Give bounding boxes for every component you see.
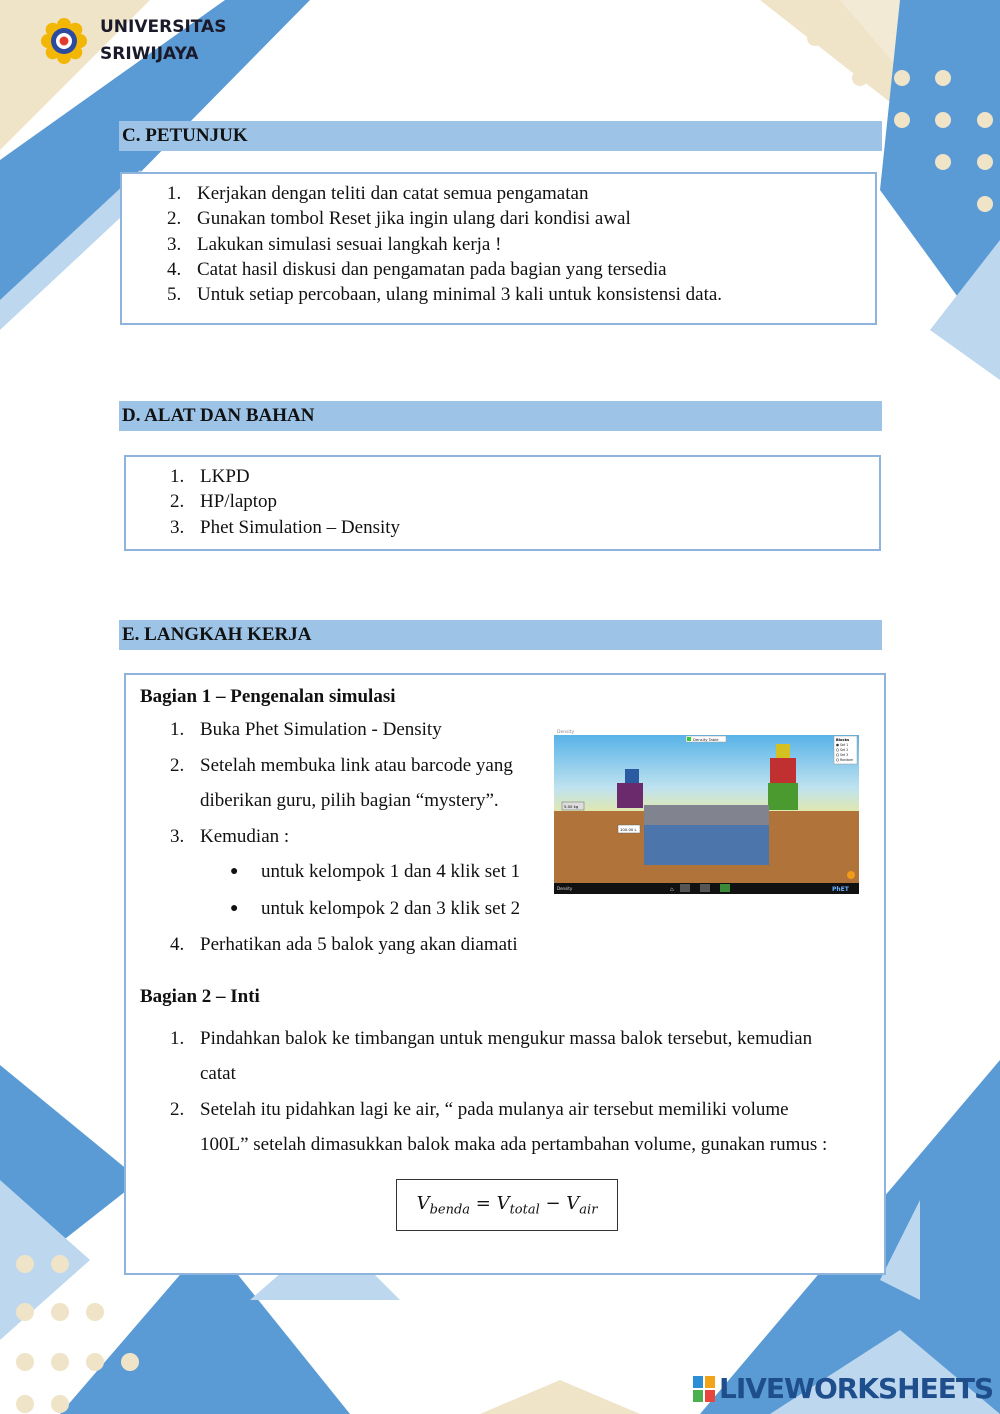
- part2-title: Bagian 2 – Inti: [140, 985, 260, 1007]
- section-d-heading: D. ALAT DAN BAHAN: [119, 401, 882, 431]
- radio-set-1[interactable]: [836, 744, 839, 747]
- volume-reading: 100.00 L: [620, 827, 637, 832]
- blocks-panel-title: Blocks: [836, 738, 850, 742]
- bullet-item: ● untuk kelompok 1 dan 4 klik set 1: [230, 861, 521, 882]
- liveworksheets-icon: [693, 1376, 715, 1402]
- list-item: 2. HP/laptop: [170, 491, 278, 513]
- list-item: diberikan guru, pilih bagian “mystery”.: [200, 790, 499, 811]
- bullet-item: ● untuk kelompok 2 dan 3 klik set 2: [230, 897, 521, 919]
- liveworksheets-logo: [693, 1372, 993, 1405]
- screen-icon[interactable]: [700, 884, 710, 892]
- list-item: catat: [200, 1063, 236, 1084]
- scale-reading: 5.00 kg: [564, 804, 579, 809]
- block-d[interactable]: [770, 758, 796, 783]
- list-item: 1. Pindahkan balok ke timbangan untuk mengukur massa balok tersebut, kemudian: [170, 1027, 813, 1049]
- radio-label: Set 1: [840, 743, 849, 747]
- list-item: 2. Gunakan tombol Reset jika ingin ulang dari kondisi awal: [167, 208, 631, 230]
- screen-icon[interactable]: [680, 884, 690, 892]
- list-item: 3. Kemudian :: [170, 825, 290, 847]
- block-a[interactable]: [625, 769, 639, 783]
- screen-icon[interactable]: [720, 884, 730, 892]
- block-b[interactable]: [617, 783, 643, 808]
- density-simulation-screenshot: [554, 727, 859, 894]
- list-item: 1. LKPD: [170, 466, 250, 487]
- radio-label: Random: [840, 758, 854, 762]
- volume-formula: $V_{benda} = V_{total} - V_{air}$: [396, 1179, 618, 1231]
- part1-title: Bagian 1 – Pengenalan simulasi: [140, 686, 396, 707]
- section-d-box: [124, 455, 881, 551]
- water-pool: [644, 825, 769, 865]
- section-e-heading: E. LANGKAH KERJA: [119, 620, 882, 650]
- liveworksheets-text: LIVEWORKSHEETS: [719, 1372, 994, 1405]
- section-c-heading: C. PETUNJUK: [119, 121, 882, 151]
- list-item: 4. Catat hasil diskusi dan pengamatan pada bagian yang tersedia: [167, 258, 667, 280]
- list-item: 100L” setelah dimasukkan balok maka ada pertambahan volume, gunakan rumus :: [200, 1134, 828, 1155]
- block-e[interactable]: [768, 783, 798, 810]
- list-item: 2. Setelah itu pidahkan lagi ke air, “ pada mulanya air tersebut memiliki volume: [170, 1098, 789, 1120]
- university-name-line1: UNIVERSITAS: [100, 17, 227, 37]
- list-item: 3. Phet Simulation – Density: [170, 516, 401, 538]
- sim-window-title: Density: [557, 730, 575, 735]
- university-name-line2: SRIWIJAYA: [100, 44, 199, 64]
- home-icon[interactable]: ⌂: [670, 887, 674, 893]
- list-item: 5. Untuk setiap percobaan, ulang minimal 3 kali untuk konsistensi data.: [167, 284, 723, 306]
- radio-label: Set 2: [840, 748, 849, 752]
- phet-logo: PhET: [832, 886, 849, 893]
- reset-icon[interactable]: [847, 871, 855, 879]
- density-table-label: Density Table: [693, 737, 719, 742]
- list-item: 1. Buka Phet Simulation - Density: [170, 719, 442, 740]
- list-item: 1. Kerjakan dengan teliti dan catat semua pengamatan: [167, 183, 589, 204]
- block-c[interactable]: [776, 744, 790, 758]
- section-c-box: [120, 172, 877, 325]
- list-item: 3. Lakukan simulasi sesuai langkah kerja !: [167, 233, 502, 255]
- list-item: 4. Perhatikan ada 5 balok yang akan diamati: [170, 934, 518, 955]
- list-item: 2. Setelah membuka link atau barcode yang: [170, 754, 513, 776]
- university-emblem-icon: [40, 17, 88, 65]
- sim-screen-label: Density: [557, 886, 573, 891]
- radio-label: Set 3: [840, 753, 849, 757]
- university-logo: [40, 14, 226, 68]
